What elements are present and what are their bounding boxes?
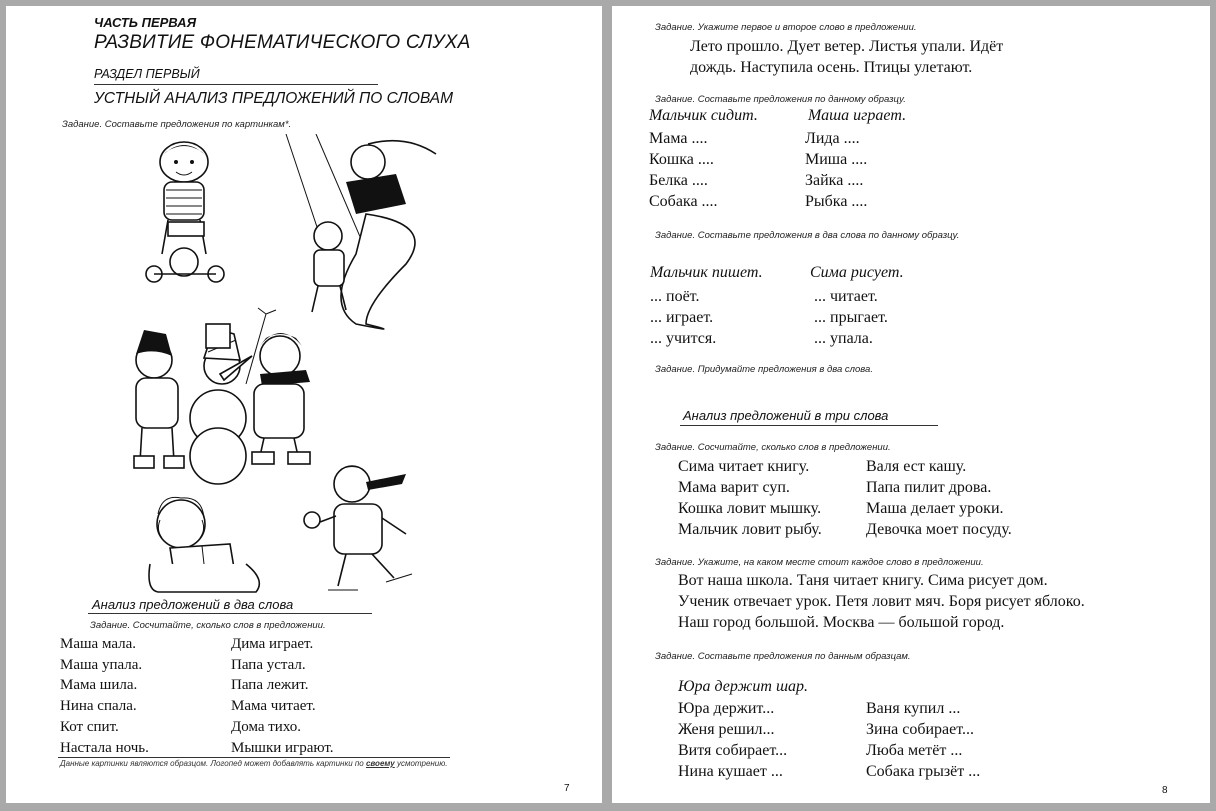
exercise-item: Ваня купил ... [866, 700, 961, 717]
sentence: Папа пилит дрова. [866, 479, 992, 496]
sentence-column-left [678, 456, 822, 540]
paragraph-line: Ученик отвечает урок. Петя ловит мяч. Боря рисует яблоко. [678, 593, 1085, 610]
sentence: Валя ест кашу. [866, 458, 967, 475]
section-underline [94, 84, 378, 85]
sentence: Кошка ловит мышку. [678, 500, 822, 517]
exercise-item: Собака грызёт ... [866, 763, 981, 780]
sentence: Девочка моет посуду. [866, 521, 1012, 538]
subsection-title: Анализ предложений в три слова [683, 408, 889, 423]
task-instruction: Задание. Составьте предложения по данному образцу. [655, 94, 906, 105]
task-instruction: Задание. Придумайте предложения в два слова. [655, 364, 873, 375]
page-number: 7 [564, 783, 570, 794]
sentence-column-right [231, 634, 334, 758]
exercise-item: ... поёт. [650, 288, 700, 305]
sentence: Мама шила. [60, 677, 138, 694]
exercise-column-left [678, 698, 787, 782]
sentence: Маша делает уроки. [866, 500, 1004, 517]
task-instruction: Задание. Сосчитайте, сколько слов в предложении. [655, 442, 891, 453]
subsection-underline [88, 613, 372, 614]
page-number: 8 [1162, 785, 1168, 796]
exercise-item: Зайка .... [805, 172, 864, 189]
sentence: Нина спала. [60, 698, 137, 715]
task-instruction: Задание. Составьте предложения в два слова по данному образцу. [655, 230, 960, 241]
exercise-item: Белка .... [649, 172, 708, 189]
exercise-item: Кошка .... [649, 151, 714, 168]
exercise-item: ... прыгает. [814, 309, 888, 326]
paragraph-line: Лето прошло. Дует ветер. Листья упали. Идёт [690, 38, 1004, 55]
exercise-item: ... читает. [814, 288, 878, 305]
task-instruction: Задание. Укажите первое и второе слово в предложении. [655, 22, 917, 33]
sentence: Кот спит. [60, 718, 119, 735]
paragraph-line: Наш город большой. Москва — большой город. [678, 614, 1005, 631]
paragraph-line: Вот наша школа. Таня читает книгу. Сима рисует дом. [678, 572, 1048, 589]
exercise-item: Собака .... [649, 193, 718, 210]
section-label: РАЗДЕЛ ПЕРВЫЙ [94, 67, 200, 81]
task-instruction: Задание. Укажите, на каком месте стоит каждое слово в предложении. [655, 557, 984, 568]
sentence: Маша упала. [60, 656, 143, 673]
sentence: Настала ночь. [60, 739, 149, 756]
children-on-swing-illustration [286, 134, 436, 329]
sentence: Маша мала. [60, 636, 137, 652]
task-instruction: Задание. Составьте предложения по данным образцам. [655, 651, 911, 662]
sample-sentence: Маша играет. [808, 107, 907, 124]
boy-with-snowball-illustration [304, 466, 412, 590]
sentence: Мама варит суп. [678, 479, 790, 496]
exercise-item: Нина кушает ... [678, 763, 783, 780]
part-title: РАЗВИТИЕ ФОНЕМАТИЧЕСКОГО СЛУХА [94, 32, 471, 53]
subsection-title: Анализ предложений в два слова [92, 597, 294, 612]
kids-with-snowman-illustration [134, 308, 310, 484]
sentence: Дома тихо. [231, 718, 302, 735]
exercise-item: Зина собирает... [866, 721, 975, 738]
subsection-underline [680, 425, 938, 426]
sentence: Мама читает. [231, 698, 316, 715]
paragraph-line: дождь. Наступила осень. Птицы улетают. [690, 59, 973, 76]
exercise-item: Люба метёт ... [866, 742, 963, 759]
page-7 [6, 6, 602, 803]
task-instruction-2: Задание. Сосчитайте, сколько слов в предложении. [90, 620, 326, 631]
girl-reading-illustration [149, 497, 259, 592]
boy-on-tricycle-illustration [146, 142, 224, 282]
exercise-item: ... учится. [650, 330, 717, 347]
sentence: Мышки играют. [231, 739, 334, 756]
sample-sentence: Мальчик пишет. [650, 264, 763, 281]
exercise-item: ... играет. [650, 309, 714, 326]
footnote: Данные картинки являются образцом. Логопед может добавлять картинки по своему усмотрению. [60, 759, 448, 768]
sample-sentence: Мальчик сидит. [649, 107, 758, 124]
exercise-column-left [649, 128, 718, 212]
section-title: УСТНЫЙ АНАЛИЗ ПРЕДЛОЖЕНИЙ ПО СЛОВАМ [94, 90, 454, 107]
exercise-column-left [650, 286, 716, 349]
sentence: Дима играет. [231, 636, 314, 652]
exercise-column-right [866, 698, 980, 782]
sample-sentence: Сима рисует. [810, 264, 904, 281]
exercise-item: ... упала. [814, 330, 873, 347]
sentence: Папа устал. [231, 656, 306, 673]
exercise-item: Рыбка .... [805, 193, 868, 210]
exercise-item: Мама .... [649, 130, 708, 147]
exercise-item: Миша .... [805, 151, 868, 168]
paragraph [678, 570, 1085, 633]
part-label: ЧАСТЬ ПЕРВАЯ [94, 15, 197, 30]
exercise-column-right [814, 286, 888, 349]
illustrations [106, 134, 446, 594]
exercise-item: Юра держит... [678, 700, 775, 717]
task-instruction: Задание. Составьте предложения по картинкам*. [62, 119, 292, 130]
sentence: Папа лежит. [231, 677, 309, 694]
exercise-item: Витя собирает... [678, 742, 788, 759]
sentence-column-left [60, 634, 149, 758]
footnote-rule [58, 757, 450, 758]
sentence: Мальчик ловит рыбу. [678, 521, 822, 538]
sentence: Сима читает книгу. [678, 458, 810, 475]
sample-sentence: Юра держит шар. [678, 678, 809, 695]
exercise-item: Женя решил... [678, 721, 775, 738]
sentence-column-right [866, 456, 1012, 540]
page-8 [612, 6, 1210, 803]
exercise-column-right [805, 128, 867, 212]
exercise-item: Лида .... [805, 130, 860, 147]
